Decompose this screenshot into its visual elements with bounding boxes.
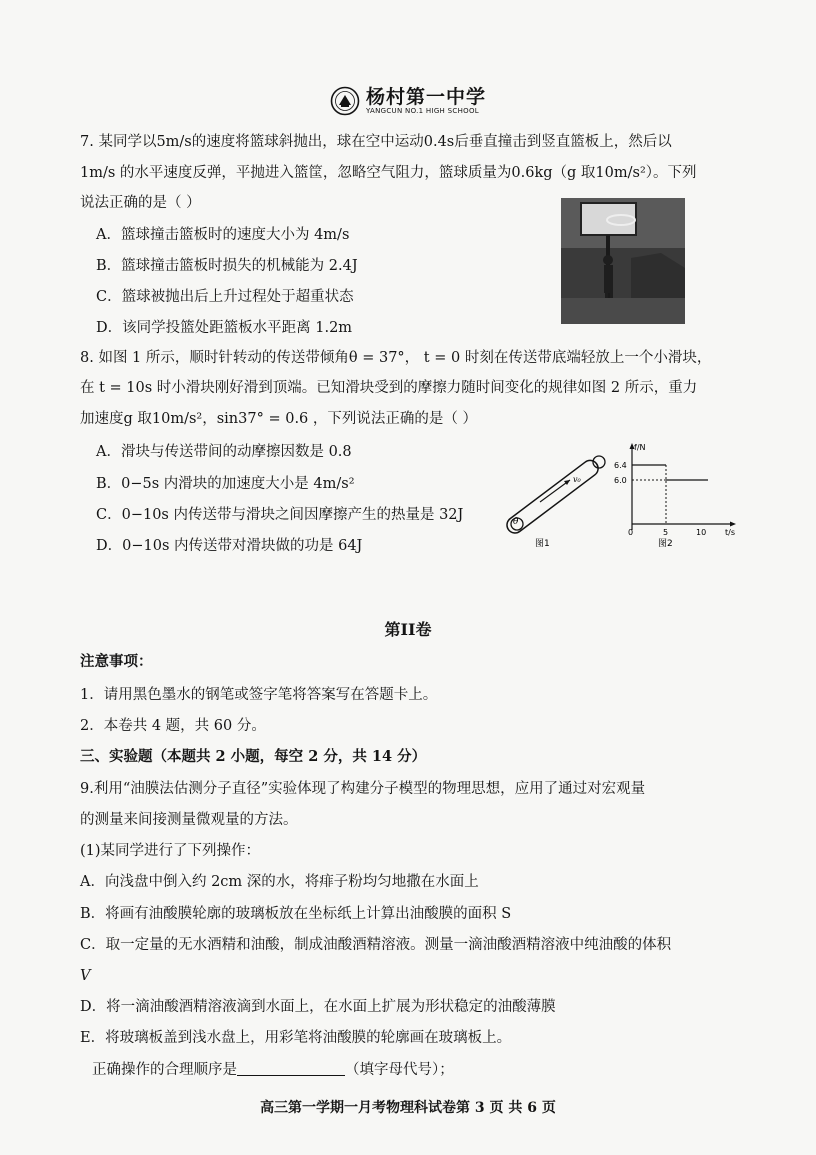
q9-step-b: B．将画有油酸膜轮廓的玻璃板放在坐标纸上计算出油酸膜的面积 S xyxy=(80,906,512,922)
fig1-caption: 图1 xyxy=(535,539,550,549)
school-name-en: YANGCUN NO.1 HIGH SCHOOL xyxy=(365,106,479,115)
school-seal-icon xyxy=(330,86,360,116)
q9-line2: 的测量来间接测量微观量的方法。 xyxy=(80,812,298,828)
figure-1-conveyor xyxy=(495,440,615,550)
basketball-photo xyxy=(561,198,685,324)
q9-line1: 9.利用“油膜法估测分子直径”实验体现了构建分子模型的物理思想，应用了通过对宏观量 xyxy=(80,781,646,797)
q7-line1: 7. 某同学以5m/s的速度将篮球斜抛出，球在空中运动0.4s后垂直撞击到竖直篮板上，然后以 xyxy=(80,134,672,150)
fig1-v-label: v₀ xyxy=(573,475,581,484)
fig2-x0: 0 xyxy=(628,528,634,537)
q9-answer-prefix: 正确操作的合理顺序是 xyxy=(92,1062,237,1078)
q9-step-d: D．将一滴油酸酒精溶液滴到水面上，在水面上扩展为形状稳定的油酸薄膜 xyxy=(80,999,556,1015)
q9-step-c: C．取一定量的无水酒精和油酸，制成油酸酒精溶液。测量一滴油酸酒精溶液中纯油酸的体积 xyxy=(80,937,672,953)
q7-option-d: D．该同学投篮处距篮板水平距离 1.2m xyxy=(96,320,353,336)
q8-option-b: B．0−5s 内滑块的加速度大小是 4m/s² xyxy=(96,476,355,492)
notice-1: 1．请用黑色墨水的钢笔或签字笔将答案写在答题卡上。 xyxy=(80,687,438,703)
q7-option-a: A．篮球撞击篮板时的速度大小为 4m/s xyxy=(96,227,350,243)
fig2-caption: 图2 xyxy=(658,539,673,549)
fig2-y2: 6.0 xyxy=(614,476,627,485)
notice-title: 注意事项： xyxy=(80,653,153,670)
section3-title: 三、实验题（本题共 2 小题，每空 2 分，共 14 分） xyxy=(80,748,427,765)
q9-answer-suffix: （填字母代号）； xyxy=(345,1062,454,1078)
q9-step-a: A．向浅盘中倒入约 2cm 深的水，将痱子粉均匀地撒在水面上 xyxy=(80,874,479,890)
q7-line2: 1m/s 的水平速度反弹，平抛进入篮筐，忽略空气阻力，篮球质量为0.6kg（g 取10m/s²）。下列 xyxy=(80,165,697,181)
fig1-theta-label: θ xyxy=(513,517,519,527)
q8-line2: 在 t = 10s 时小滑块刚好滑到顶端。已知滑块受到的摩擦力随时间变化的规律如图 2 所示，重力 xyxy=(80,380,698,396)
part2-title: 第II卷 xyxy=(384,620,432,639)
q7-option-c: C．篮球被抛出后上升过程处于超重状态 xyxy=(96,289,354,305)
q8-option-c: C．0−10s 内传送带与滑块之间因摩擦产生的热量是 32J xyxy=(96,507,464,523)
q7-line3: 说法正确的是（ ） xyxy=(80,195,201,211)
q9-step-c-v: V xyxy=(80,968,91,984)
fig2-ylabel: f/N xyxy=(634,443,646,452)
page-header xyxy=(0,86,816,120)
q8-option-a: A．滑块与传送带间的动摩擦因数是 0.8 xyxy=(96,444,352,460)
notice-2: 2．本卷共 4 题，共 60 分。 xyxy=(80,718,266,734)
q8-line1: 8. 如图 1 所示，顺时针转动的传送带倾角θ = 37°， t = 0 时刻在传送带底端轻放上一个小滑块， xyxy=(80,350,712,366)
q8-option-d: D．0−10s 内传送带对滑块做的功是 64J xyxy=(96,538,363,554)
school-name-cn: 杨村第一中学 xyxy=(365,85,486,108)
q9-step-e: E．将玻璃板盖到浅水盘上，用彩笔将油酸膜的轮廓画在玻璃板上。 xyxy=(80,1030,512,1046)
fig2-x2: 10 xyxy=(696,528,707,537)
answer-blank[interactable] xyxy=(237,1061,345,1076)
q8-line3: 加速度g 取10m/s²，sin37° = 0.6 ，下列说法正确的是（ ） xyxy=(80,411,477,427)
fig2-y1: 6.4 xyxy=(614,461,627,470)
fig2-x1: 5 xyxy=(663,528,669,537)
figure-2-friction-graph xyxy=(608,440,738,550)
q9-answer-line xyxy=(92,1060,454,1080)
q7-option-b: B．篮球撞击篮板时损失的机械能为 2.4J xyxy=(96,258,358,274)
page-footer: 高三第一学期一月考物理科试卷第 3 页 共 6 页 xyxy=(260,1100,556,1116)
fig2-xlabel: t/s xyxy=(725,528,735,537)
q9-sub1: (1)某同学进行了下列操作： xyxy=(80,843,261,859)
